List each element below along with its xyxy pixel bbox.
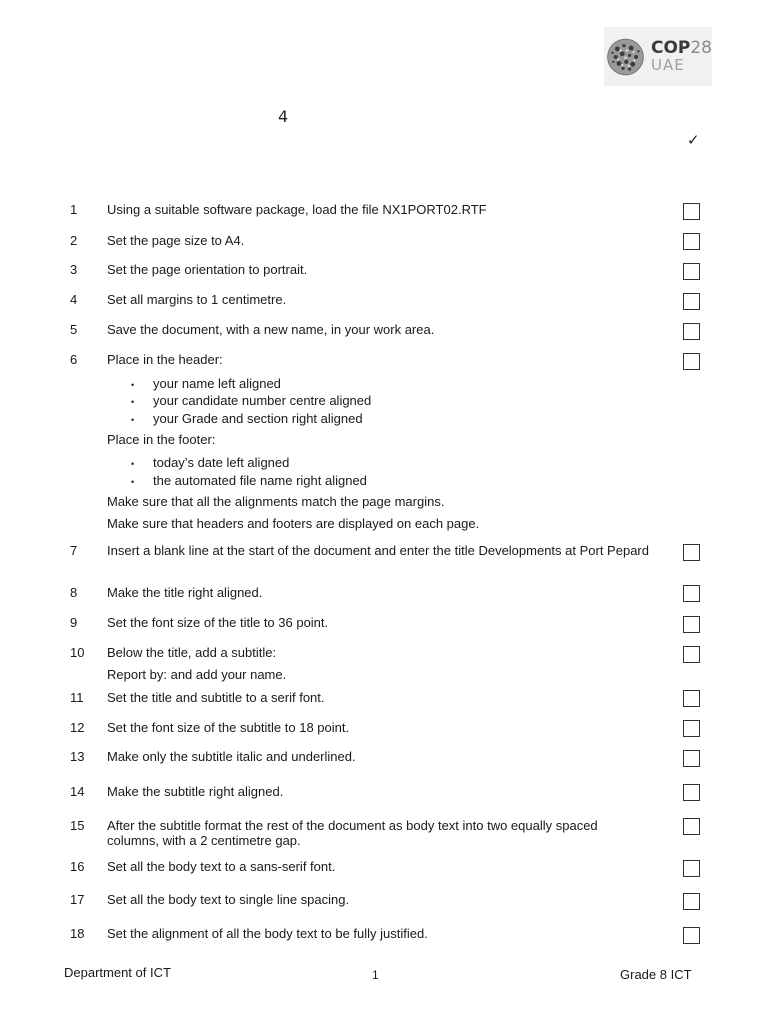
task-text: Using a suitable software package, load the file NX1PORT02.RTF	[107, 202, 487, 217]
bullet: •	[131, 459, 135, 469]
task-text: Set the page size to A4.	[107, 233, 245, 248]
task-checkbox[interactable]	[683, 750, 700, 767]
task-checkbox[interactable]	[683, 293, 700, 310]
section-number: 4	[278, 107, 289, 126]
task-text: Save the document, with a new name, in your work area.	[107, 322, 435, 337]
task-number: 10	[70, 645, 85, 660]
task-checkbox[interactable]	[683, 893, 700, 910]
task-checkbox[interactable]	[683, 646, 700, 663]
task-number: 6	[70, 352, 78, 367]
task-text: Set the title and subtitle to a serif font.	[107, 690, 325, 705]
subtitle-instruction: Report by: and add your name.	[107, 667, 287, 682]
task-checkbox[interactable]	[683, 585, 700, 602]
footer-department: Department of ICT	[64, 965, 171, 980]
footer-page-number: 1	[372, 968, 379, 982]
task-text: Set the font size of the subtitle to 18 point.	[107, 720, 350, 735]
task-number: 1	[70, 202, 78, 217]
task-checkbox[interactable]	[683, 353, 700, 370]
footer-bullet-item: today’s date left aligned	[153, 455, 290, 470]
task-text: Make the title right aligned.	[107, 585, 263, 600]
task-text: Set all the body text to single line spacing.	[107, 892, 350, 907]
task-checkbox[interactable]	[683, 784, 700, 801]
task-number: 13	[70, 749, 85, 764]
task-text: Set all margins to 1 centimetre.	[107, 292, 287, 307]
task-number: 4	[70, 292, 78, 307]
task-text: Set all the body text to a sans-serif font.	[107, 859, 336, 874]
task-number: 2	[70, 233, 78, 248]
task-text: Set the alignment of all the body text to be fully justified.	[107, 926, 428, 941]
task-number: 8	[70, 585, 78, 600]
task-checkbox[interactable]	[683, 720, 700, 737]
task-checkbox[interactable]	[683, 323, 700, 340]
footer-grade: Grade 8 ICT	[620, 967, 692, 982]
logo-line2: UAE	[650, 56, 685, 74]
task-number: 7	[70, 543, 78, 558]
check-column-header: ✓	[687, 131, 700, 149]
note-headers-footers: Make sure that headers and footers are displayed on each page.	[107, 516, 480, 531]
task-checkbox[interactable]	[683, 818, 700, 835]
task-text: Set the page orientation to portrait.	[107, 262, 308, 277]
task-text: After the subtitle format the rest of the document as body text into two equally spaced columns, with a 2 centimetre gap.	[107, 818, 598, 848]
footer-bullet-item: the automated file name right aligned	[153, 473, 367, 488]
logo-line1: COP28	[650, 38, 712, 58]
task-number: 16	[70, 859, 85, 874]
header-bullet-item: your name left aligned	[153, 376, 281, 391]
task-checkbox[interactable]	[683, 860, 700, 877]
header-bullet-item: your candidate number centre aligned	[153, 393, 372, 408]
task-number: 9	[70, 615, 78, 630]
task-text: Insert a blank line at the start of the document and enter the title Developments at Port Pepard	[107, 543, 649, 558]
task-checkbox[interactable]	[683, 544, 700, 561]
task-number: 3	[70, 262, 78, 277]
bullet: •	[131, 380, 135, 390]
task-number: 15	[70, 818, 85, 833]
logo-text	[651, 40, 712, 73]
task-text: Make only the subtitle italic and underlined.	[107, 749, 356, 764]
task-checkbox[interactable]	[683, 616, 700, 633]
task-number: 12	[70, 720, 85, 735]
task-number: 11	[70, 690, 84, 705]
note-alignment: Make sure that all the alignments match the page margins.	[107, 494, 445, 509]
task-text: Make the subtitle right aligned.	[107, 784, 284, 799]
task-number: 17	[70, 892, 85, 907]
header-bullet-item: your Grade and section right aligned	[153, 411, 363, 426]
task-number: 18	[70, 926, 85, 941]
task-number: 5	[70, 322, 78, 337]
task-checkbox[interactable]	[683, 690, 700, 707]
task-text: Set the font size of the title to 36 point.	[107, 615, 329, 630]
globe-icon	[606, 33, 645, 81]
task-checkbox[interactable]	[683, 233, 700, 250]
bullet: •	[131, 397, 135, 407]
footer-intro: Place in the footer:	[107, 432, 216, 447]
bullet: •	[131, 477, 135, 487]
task-checkbox[interactable]	[683, 263, 700, 280]
cop28-logo	[604, 27, 712, 86]
task-text: Place in the header:	[107, 352, 223, 367]
task-checkbox[interactable]	[683, 927, 700, 944]
task-text: Below the title, add a subtitle:	[107, 645, 277, 660]
task-checkbox[interactable]	[683, 203, 700, 220]
bullet: •	[131, 415, 135, 425]
task-number: 14	[70, 784, 85, 799]
